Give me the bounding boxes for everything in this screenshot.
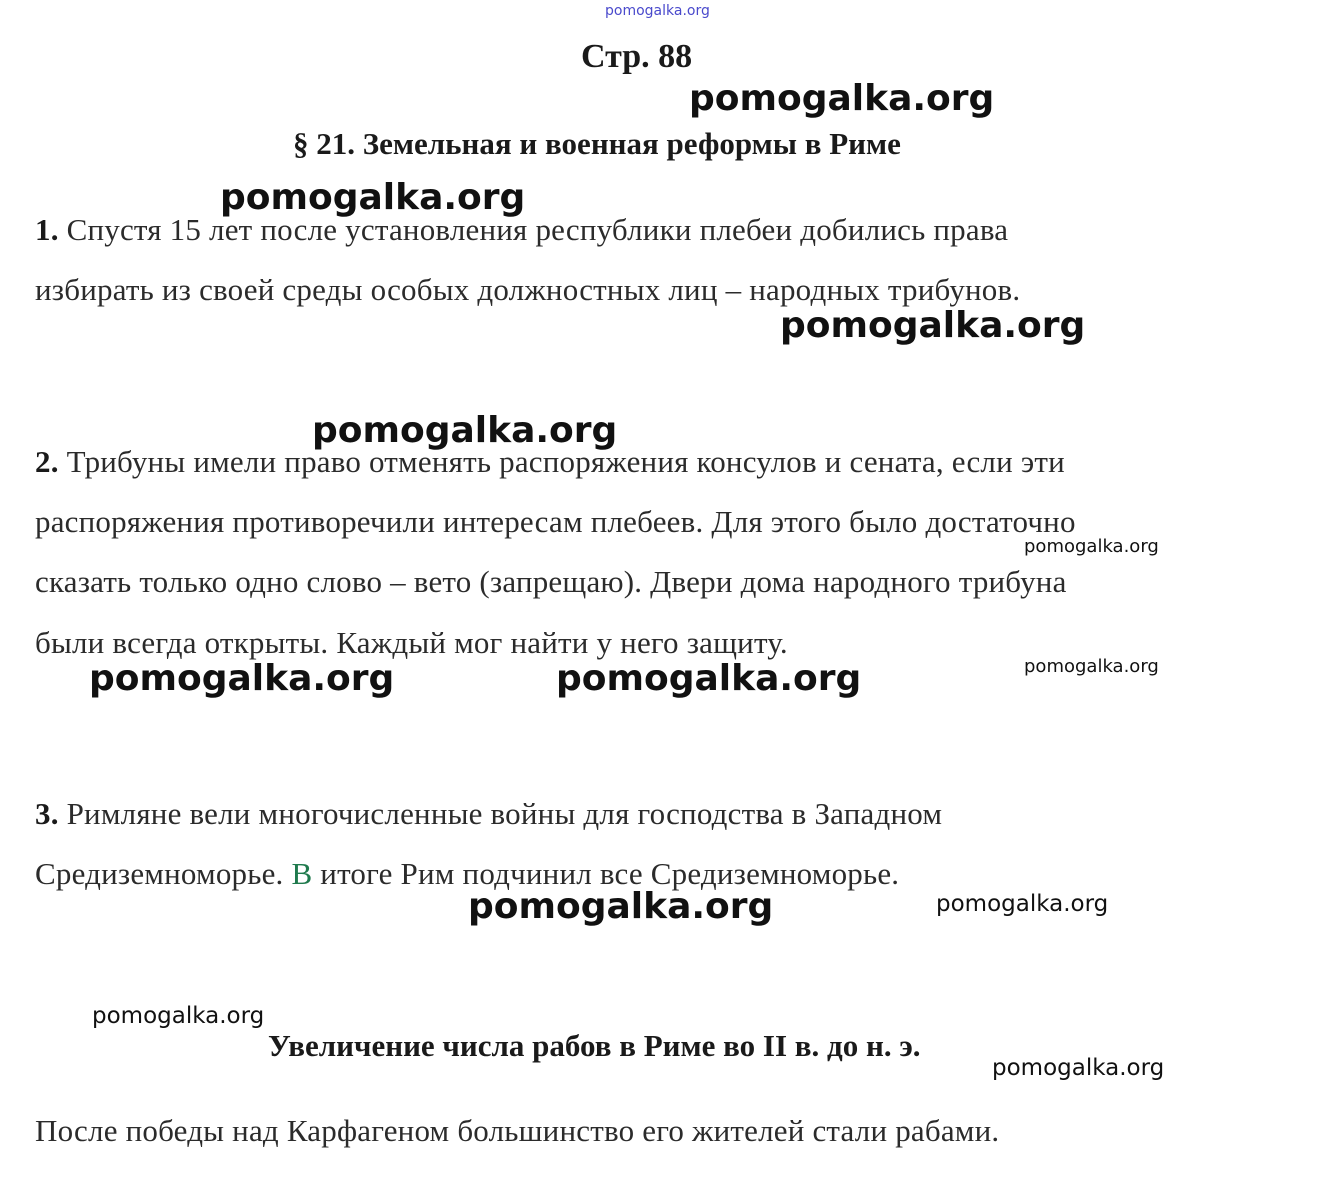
answer-1-line-1	[35, 212, 1008, 248]
watermark: pomogalka.org	[1024, 656, 1159, 677]
watermark: pomogalka.org	[92, 1003, 265, 1029]
watermark: pomogalka.org	[220, 177, 526, 218]
answer-3-number: 3.	[35, 796, 59, 831]
answer-3-line-1	[35, 796, 942, 832]
answer-2-line-3: сказать только одно слово – вето (запрещаю). Двери дома народного трибуна	[35, 564, 1067, 599]
answer-1-number: 1.	[35, 212, 59, 247]
subsection-title: Увеличение числа рабов в Риме во II в. до н. э.	[268, 1028, 921, 1063]
answer-2-number: 2.	[35, 444, 59, 479]
final-paragraph: После победы над Карфагеном большинство его жителей стали рабами.	[35, 1113, 1000, 1148]
section-title: § 21. Земельная и военная реформы в Риме	[293, 126, 901, 161]
answer-3-text-part-2: В	[291, 856, 313, 891]
answer-3-text-part-3: итоге Рим подчинил все Средиземноморье.	[320, 856, 900, 891]
answer-2-line-4: были всегда открыты. Каждый мог найти у него защиту.	[35, 625, 788, 660]
watermark: pomogalka.org	[312, 410, 618, 451]
watermark: pomogalka.org	[89, 658, 395, 699]
watermark: pomogalka.org	[780, 305, 1086, 346]
page-number: Стр. 88	[581, 38, 693, 75]
watermark-top: pomogalka.org	[605, 3, 710, 19]
watermark: pomogalka.org	[992, 1055, 1165, 1081]
watermark: pomogalka.org	[468, 886, 774, 927]
watermark: pomogalka.org	[1024, 536, 1159, 557]
answer-2-text: Трибуны имели право отменять распоряжения консулов и сената, если эти	[66, 444, 1065, 479]
answer-1-text: Спустя 15 лет после установления республики плебеи добились права	[66, 212, 1009, 247]
answer-3-text-part-1: Средиземноморье.	[35, 856, 284, 891]
watermark: pomogalka.org	[556, 658, 862, 699]
answer-1-line-2: избирать из своей среды особых должностных лиц – народных трибунов.	[35, 272, 1021, 307]
watermark: pomogalka.org	[936, 891, 1109, 917]
answer-3-text: Римляне вели многочисленные войны для господства в Западном	[66, 796, 943, 831]
answer-2-line-2: распоряжения противоречили интересам плебеев. Для этого было достаточно	[35, 504, 1076, 539]
answer-2-line-1	[35, 444, 1065, 480]
watermark: pomogalka.org	[689, 78, 995, 119]
